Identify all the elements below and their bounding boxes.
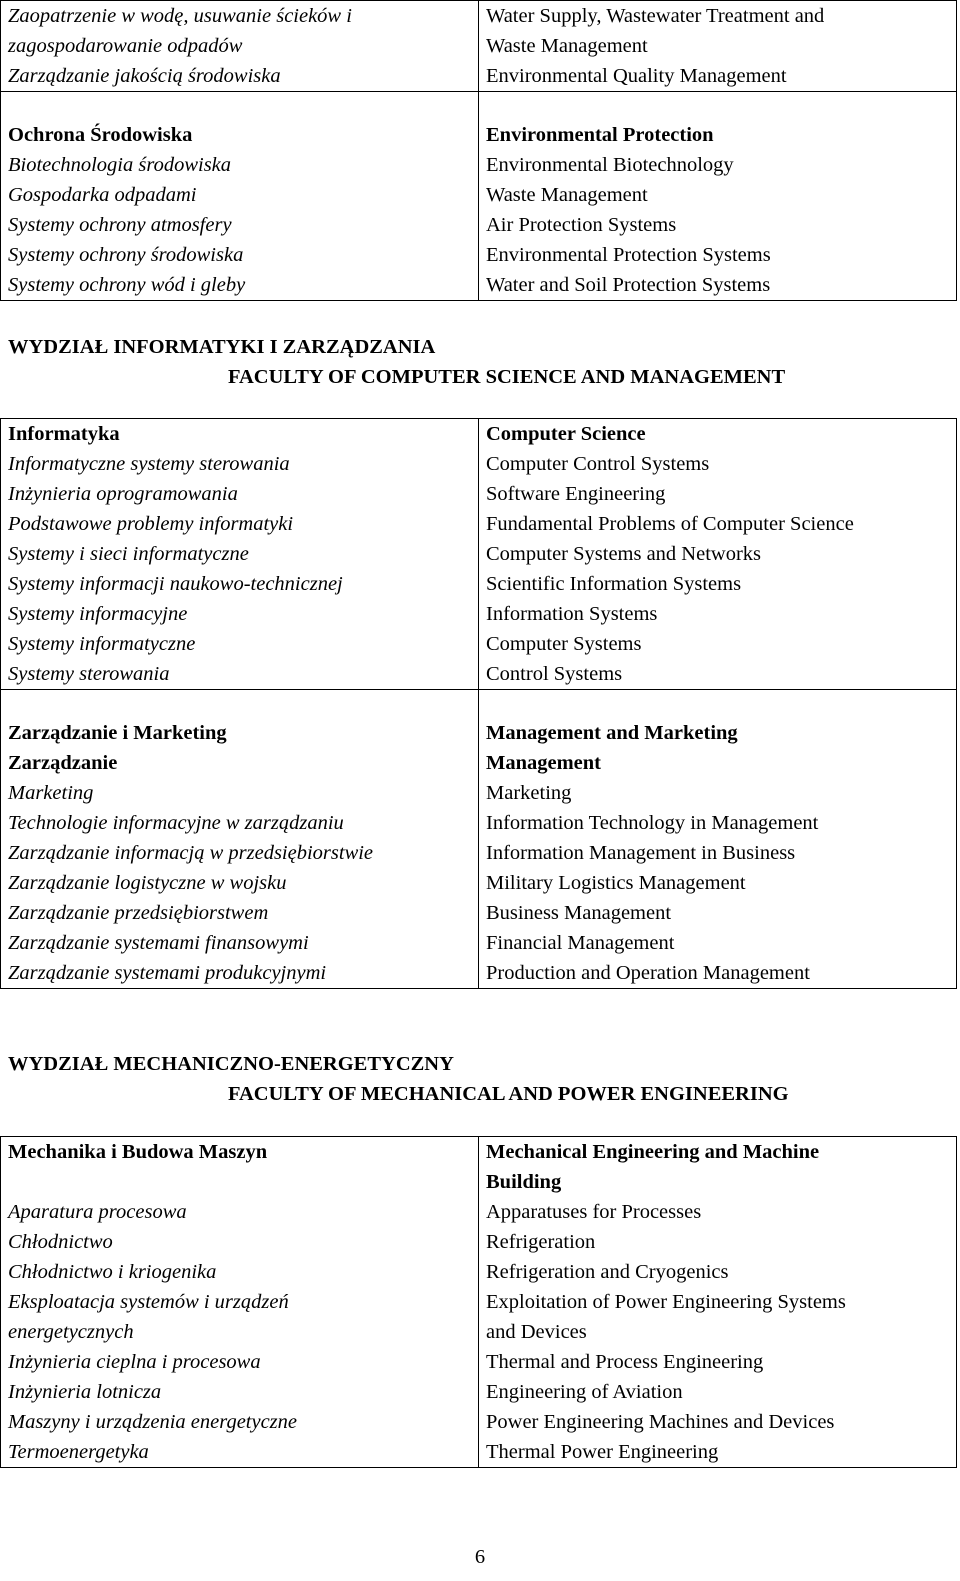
specialization-item: Zarządzanie informacją w przedsiębiorstwie	[8, 842, 374, 864]
program-title: Management	[486, 752, 602, 774]
specialization-item: Systemy informacyjne	[8, 603, 188, 625]
specialization-item: Zaopatrzenie w wodę, usuwanie ścieków i	[8, 5, 352, 27]
specialization-item: Production and Operation Management	[486, 962, 810, 984]
program-title: Computer Science	[486, 423, 646, 445]
specialization-item: Computer Systems	[486, 633, 642, 655]
specialization-item: Software Engineering	[486, 483, 666, 505]
table-cell-pl	[0, 1136, 478, 1467]
specialization-item: Systemy ochrony środowiska	[8, 244, 244, 266]
program-title: Environmental Protection	[486, 124, 714, 146]
specialization-item: Chłodnictwo	[8, 1231, 113, 1253]
program-title: Building	[486, 1171, 562, 1193]
faculty-title-pl: WYDZIAŁ INFORMATYKI I ZARZĄDZANIA	[8, 336, 436, 358]
specialization-item: Financial Management	[486, 932, 675, 954]
specialization-item: energetycznych	[8, 1321, 134, 1343]
specialization-item: Informatyczne systemy sterowania	[8, 453, 290, 475]
specialization-item: Computer Systems and Networks	[486, 543, 762, 565]
specialization-item: Inżynieria oprogramowania	[8, 483, 238, 505]
specialization-item: Systemy informacji naukowo-technicznej	[8, 573, 343, 595]
program-title: Informatyka	[8, 423, 120, 445]
specialization-item: Systemy ochrony wód i gleby	[8, 274, 246, 296]
specialization-item: Water and Soil Protection Systems	[486, 274, 771, 296]
program-title: Management and Marketing	[486, 722, 738, 744]
environmental-table	[0, 0, 957, 301]
faculty-title-pl: WYDZIAŁ MECHANICZNO-ENERGETYCZNY	[8, 1053, 454, 1075]
specialization-item: Gospodarka odpadami	[8, 184, 197, 206]
specialization-item: Marketing	[486, 782, 572, 804]
specialization-item: Thermal Power Engineering	[486, 1441, 719, 1463]
specialization-item: Information Technology in Management	[486, 812, 819, 834]
specialization-item: Aparatura procesowa	[8, 1201, 187, 1223]
program-title: Zarządzanie i Marketing	[8, 722, 227, 744]
table-cell-pl	[0, 689, 478, 988]
specialization-item: Biotechnologia środowiska	[8, 154, 232, 176]
specialization-item: Termoenergetyka	[8, 1441, 149, 1463]
specialization-item: Eksploatacja systemów i urządzeń	[8, 1291, 289, 1313]
table-cell-en	[478, 0, 957, 91]
table-cell-pl	[0, 418, 478, 689]
specialization-item: Engineering of Aviation	[486, 1381, 683, 1403]
specialization-item: Systemy informatyczne	[8, 633, 196, 655]
specialization-item: Environmental Protection Systems	[486, 244, 771, 266]
faculty-title-en: FACULTY OF COMPUTER SCIENCE AND MANAGEMENT	[228, 366, 786, 388]
specialization-item: Information Management in Business	[486, 842, 796, 864]
table-cell-en	[478, 418, 957, 689]
specialization-item: Waste Management	[486, 35, 648, 57]
specialization-item	[8, 1167, 478, 1197]
specialization-item: Marketing	[8, 782, 94, 804]
specialization-item: Zarządzanie systemami finansowymi	[8, 932, 309, 954]
program-title: Zarządzanie	[8, 752, 118, 774]
specialization-item: Systemy i sieci informatyczne	[8, 543, 249, 565]
specialization-item: Environmental Quality Management	[486, 65, 787, 87]
specialization-item: Military Logistics Management	[486, 872, 746, 894]
specialization-item: Power Engineering Machines and Devices	[486, 1411, 835, 1433]
specialization-item: Fundamental Problems of Computer Science	[486, 513, 854, 535]
specialization-item: Environmental Biotechnology	[486, 154, 734, 176]
specialization-item: Systemy sterowania	[8, 663, 170, 685]
page-number: 6	[474, 1546, 486, 1568]
specialization-item: Systemy ochrony atmosfery	[8, 214, 232, 236]
specialization-item: and Devices	[486, 1321, 587, 1343]
specialization-item: Inżynieria cieplna i procesowa	[8, 1351, 261, 1373]
faculty-heading-mech	[8, 1049, 789, 1109]
specialization-item: Chłodnictwo i kriogenika	[8, 1261, 217, 1283]
specialization-item: Water Supply, Wastewater Treatment and	[486, 5, 825, 27]
specialization-item: Air Protection Systems	[486, 214, 677, 236]
specialization-item: Zarządzanie jakością środowiska	[8, 65, 281, 87]
faculty-heading-cs	[8, 332, 785, 392]
table-cell-en	[478, 1136, 957, 1467]
specialization-item: Information Systems	[486, 603, 658, 625]
table-cell-en	[478, 689, 957, 988]
program-title: Mechanical Engineering and Machine	[486, 1141, 820, 1163]
specialization-item: Refrigeration and Cryogenics	[486, 1261, 729, 1283]
faculty-title-en: FACULTY OF MECHANICAL AND POWER ENGINEERING	[228, 1083, 789, 1105]
specialization-item: Zarządzanie systemami produkcyjnymi	[8, 962, 327, 984]
specialization-item: Apparatuses for Processes	[486, 1201, 702, 1223]
specialization-item: Business Management	[486, 902, 672, 924]
specialization-item: Exploitation of Power Engineering Systems	[486, 1291, 846, 1313]
table-cell-pl	[0, 91, 478, 300]
cs-management-table	[0, 418, 957, 989]
specialization-item: Zarządzanie logistyczne w wojsku	[8, 872, 287, 894]
program-title: Ochrona Środowiska	[8, 124, 193, 146]
specialization-item: Technologie informacyjne w zarządzaniu	[8, 812, 344, 834]
specialization-item: Maszyny i urządzenia energetyczne	[8, 1411, 298, 1433]
program-title: Mechanika i Budowa Maszyn	[8, 1141, 268, 1163]
specialization-item: Waste Management	[486, 184, 648, 206]
table-cell-pl	[0, 0, 478, 91]
specialization-item: Refrigeration	[486, 1231, 596, 1253]
specialization-item: Scientific Information Systems	[486, 573, 742, 595]
specialization-item: Control Systems	[486, 663, 623, 685]
table-cell-en	[478, 91, 957, 300]
specialization-item: Podstawowe problemy informatyki	[8, 513, 294, 535]
specialization-item: zagospodarowanie odpadów	[8, 35, 243, 57]
mechanical-table	[0, 1136, 957, 1468]
specialization-item: Thermal and Process Engineering	[486, 1351, 764, 1373]
specialization-item: Inżynieria lotnicza	[8, 1381, 162, 1403]
specialization-item: Computer Control Systems	[486, 453, 710, 475]
specialization-item: Zarządzanie przedsiębiorstwem	[8, 902, 269, 924]
